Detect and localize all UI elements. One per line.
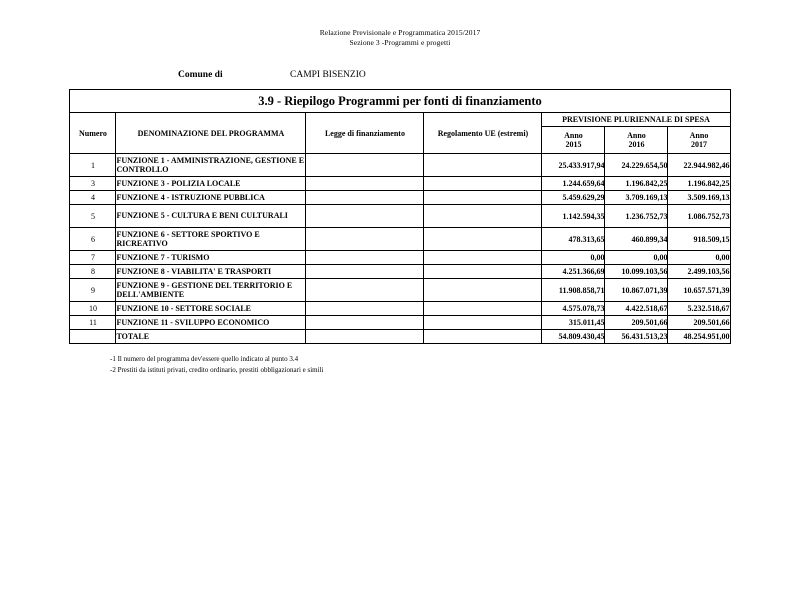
footnote-2: -2 Prestiti da istituti privati, credito ordinario, prestiti obbligazionari e simili [110,366,324,375]
cell-anno-2017: 48.254.951,00 [668,330,730,344]
cell-denominazione: FUNZIONE 1 - AMMINISTRAZIONE, GESTIONE E CONTROLLO [116,154,306,177]
table-row-total [70,330,730,344]
cell-anno-2015: 1.244.659,64 [542,177,605,191]
cell-anno-2016: 3.709.169,13 [605,191,668,205]
cell-denominazione: FUNZIONE 8 - VIABILITA' E TRASPORTI [116,265,306,279]
anno-value-2: 2016 [628,140,645,150]
document-header [0,28,800,48]
cell-anno-2017: 22.944.982,46 [668,154,730,177]
cell-denominazione: FUNZIONE 6 - SETTORE SPORTIVO E RICREATIVO [116,228,306,251]
document-page [0,28,800,594]
cell-anno-2017: 918.509,15 [668,228,730,251]
table-row [70,265,730,279]
table-row [70,251,730,265]
cell-anno-2015: 4.251.366,69 [542,265,605,279]
cell-anno-2015: 5.459.629,29 [542,191,605,205]
anno-value-3: 2017 [691,140,707,150]
cell-anno-2016: 4.422.518,67 [605,302,668,316]
cell-numero: 7 [70,251,116,265]
col-header-numero: Numero [70,113,116,154]
cell-numero: 9 [70,279,116,302]
col-header-anno-2017 [668,127,730,154]
cell-denominazione: TOTALE [116,330,306,344]
cell-anno-2017: 2.499.103,56 [668,265,730,279]
table-row [70,316,730,330]
cell-numero: 11 [70,316,116,330]
cell-regolamento [424,205,542,228]
cell-anno-2016: 10.099.103,56 [605,265,668,279]
table-row [70,228,730,251]
cell-legge [306,228,424,251]
col-header-legge: Legge di finanziamento [306,113,424,154]
cell-anno-2017: 209.501,66 [668,316,730,330]
cell-anno-2015: 315.011,45 [542,316,605,330]
cell-anno-2016: 460.899,34 [605,228,668,251]
cell-anno-2015: 0,00 [542,251,605,265]
cell-denominazione: FUNZIONE 11 - SVILUPPO ECONOMICO [116,316,306,330]
cell-anno-2017: 1.086.752,73 [668,205,730,228]
cell-denominazione: FUNZIONE 9 - GESTIONE DEL TERRITORIO E DELL'AMBIENTE [116,279,306,302]
cell-anno-2016: 1.236.752,73 [605,205,668,228]
cell-regolamento [424,330,542,344]
cell-regolamento [424,279,542,302]
comune-value: CAMPI BISENZIO [290,70,366,81]
cell-regolamento [424,191,542,205]
cell-legge [306,330,424,344]
footnote-1: -1 Il numero del programma dev'essere quello indicato al punto 3.4 [110,355,299,364]
cell-regolamento [424,177,542,191]
header-line-1: Relazione Previsionale e Programmatica 2015/2017 [319,28,481,37]
cell-anno-2015: 478.313,65 [542,228,605,251]
table-row [70,302,730,316]
anno-label-3: Anno [689,130,709,140]
cell-legge [306,177,424,191]
cell-numero: 3 [70,177,116,191]
cell-regolamento [424,265,542,279]
cell-regolamento [424,251,542,265]
cell-anno-2017: 3.509.169,13 [668,191,730,205]
cell-numero: 1 [70,154,116,177]
cell-anno-2015: 54.809.430,45 [542,330,605,344]
cell-anno-2017: 1.196.842,25 [668,177,730,191]
cell-anno-2015: 1.142.594,35 [542,205,605,228]
cell-anno-2016: 10.867.071,39 [605,279,668,302]
cell-denominazione: FUNZIONE 3 - POLIZIA LOCALE [116,177,306,191]
cell-anno-2016: 209.501,66 [605,316,668,330]
cell-legge [306,191,424,205]
cell-legge [306,279,424,302]
cell-legge [306,265,424,279]
footnotes [110,354,800,376]
cell-anno-2015: 11.908.858,71 [542,279,605,302]
cell-anno-2016: 1.196.842,25 [605,177,668,191]
cell-numero: 4 [70,191,116,205]
cell-anno-2015: 4.575.078,73 [542,302,605,316]
cell-denominazione: FUNZIONE 5 - CULTURA E BENI CULTURALI [116,205,306,228]
col-header-anno-2015 [542,127,605,154]
cell-legge [306,316,424,330]
comune-row [0,70,800,80]
cell-anno-2017: 0,00 [668,251,730,265]
cell-numero: 10 [70,302,116,316]
cell-denominazione: FUNZIONE 4 - ISTRUZIONE PUBBLICA [116,191,306,205]
table-row [70,279,730,302]
cell-denominazione: FUNZIONE 7 - TURISMO [116,251,306,265]
cell-anno-2017: 5.232.518,67 [668,302,730,316]
table-row [70,191,730,205]
table-row [70,205,730,228]
cell-regolamento [424,228,542,251]
anno-value-1: 2015 [565,140,582,150]
cell-anno-2015: 25.433.917,94 [542,154,605,177]
anno-label-2: Anno [627,130,646,140]
col-header-denominazione: DENOMINAZIONE DEL PROGRAMMA [116,113,306,154]
table-title: 3.9 - Riepilogo Programmi per fonti di finanziamento [70,90,730,113]
table-row [70,177,730,191]
table-row [70,154,730,177]
cell-numero [70,330,116,344]
cell-regolamento [424,154,542,177]
cell-legge [306,302,424,316]
cell-anno-2016: 56.431.513,23 [605,330,668,344]
cell-numero: 5 [70,205,116,228]
cell-denominazione: FUNZIONE 10 - SETTORE SOCIALE [116,302,306,316]
cell-numero: 6 [70,228,116,251]
cell-legge [306,154,424,177]
col-header-previsione-spesa: PREVISIONE PLURIENNALE DI SPESA [542,113,730,127]
cell-anno-2017: 10.657.571,39 [668,279,730,302]
cell-anno-2016: 0,00 [605,251,668,265]
header-line-2: Sezione 3 -Programmi e progetti [349,38,451,48]
cell-regolamento [424,316,542,330]
col-header-regolamento: Regolamento UE (estremi) [424,113,542,154]
cell-legge [306,251,424,265]
cell-regolamento [424,302,542,316]
cell-numero: 8 [70,265,116,279]
col-header-anno-2016 [605,127,668,154]
comune-label: Comune di [178,70,223,81]
riepilogo-table [69,89,730,344]
anno-label-1: Anno [564,130,583,140]
cell-anno-2016: 24.229.654,50 [605,154,668,177]
cell-legge [306,205,424,228]
